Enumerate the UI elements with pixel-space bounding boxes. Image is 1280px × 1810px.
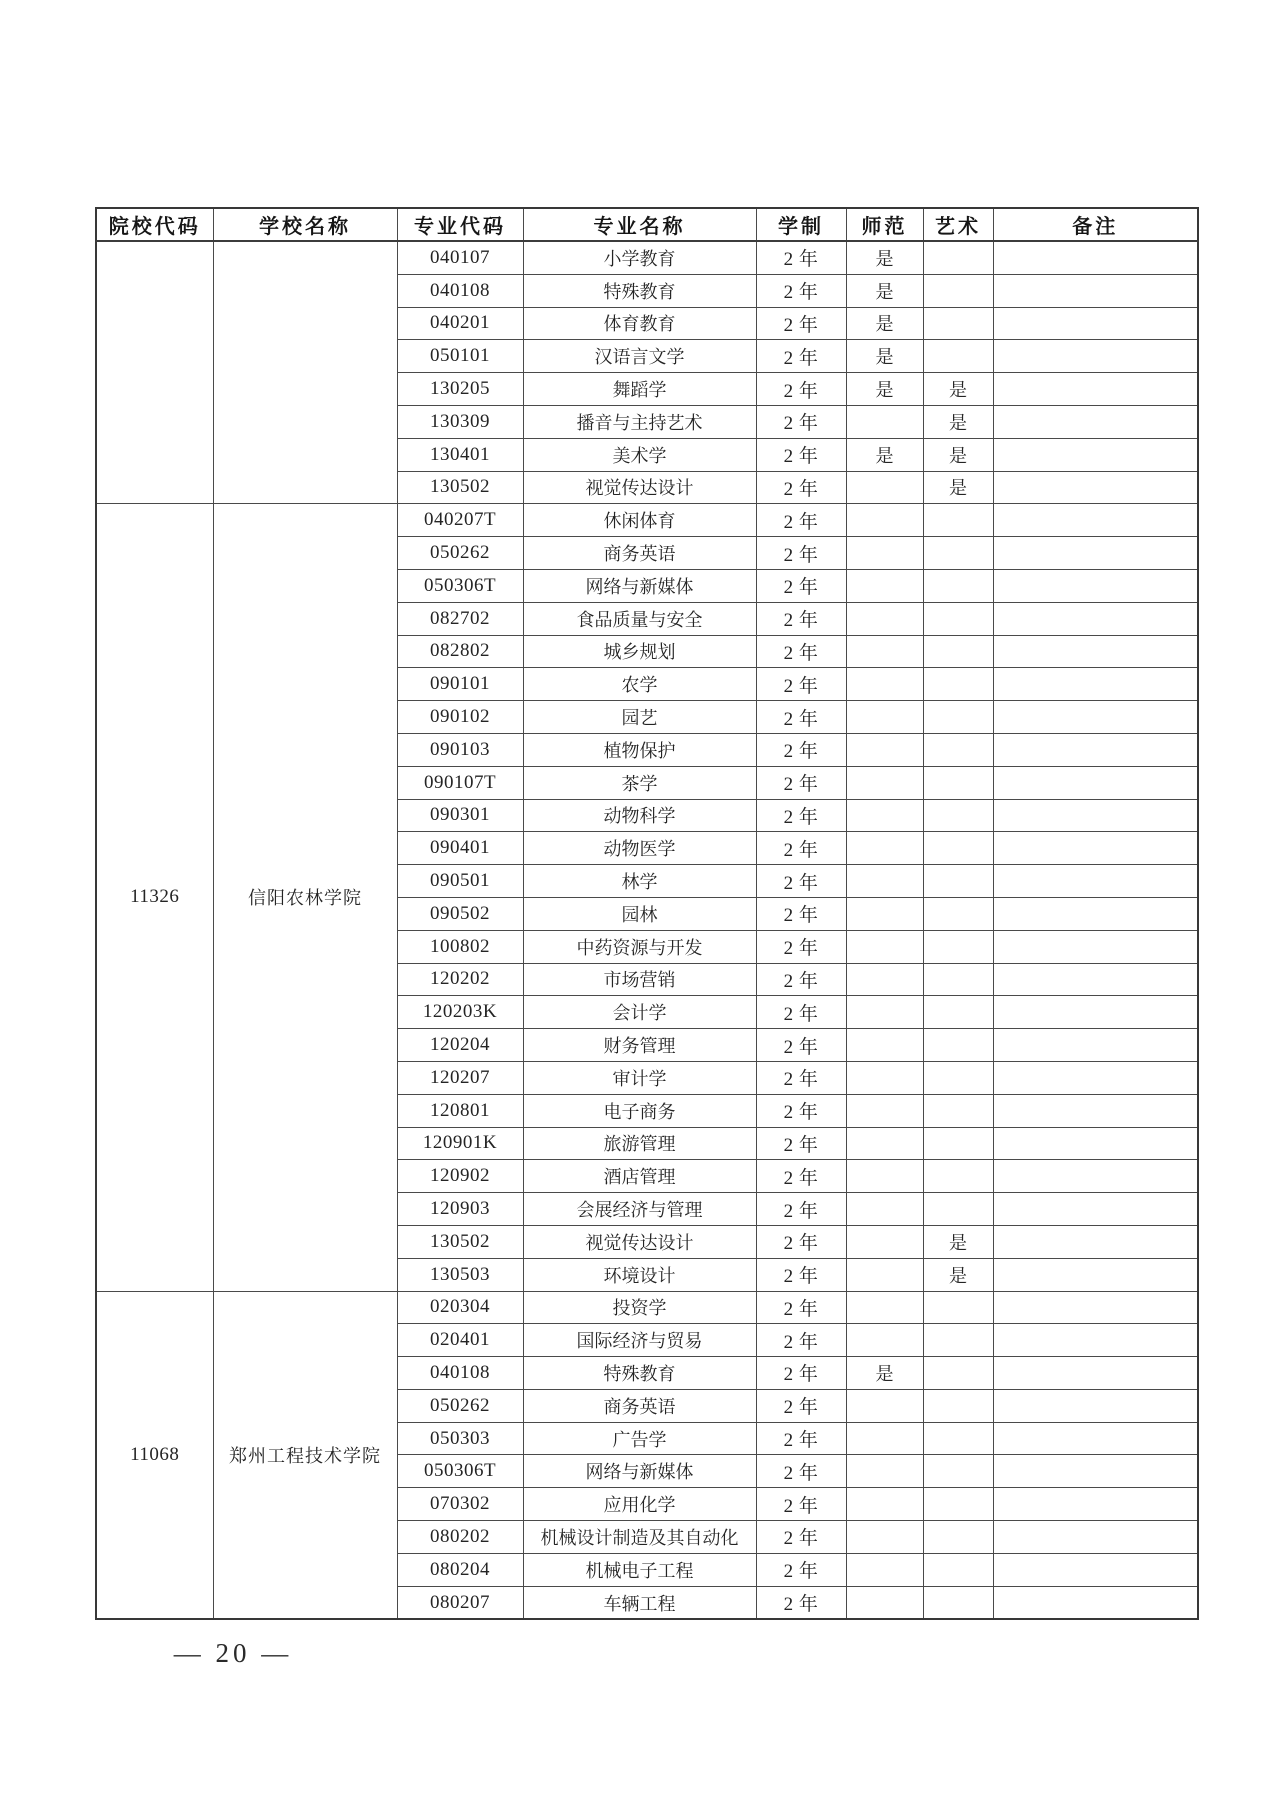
school-name-cell: 郑州工程技术学院: [213, 1291, 397, 1619]
major-code-cell: 080204: [397, 1553, 523, 1586]
duration-cell: 2 年: [756, 897, 846, 930]
art-flag-cell: [923, 1127, 993, 1160]
art-flag-cell: [923, 340, 993, 373]
major-code-cell: 130503: [397, 1258, 523, 1291]
normal-flag-cell: [846, 1521, 923, 1554]
major-name-cell: 机械电子工程: [523, 1553, 756, 1586]
normal-flag-cell: 是: [846, 241, 923, 274]
remark-cell: [993, 602, 1198, 635]
major-name-cell: 美术学: [523, 438, 756, 471]
normal-flag-cell: 是: [846, 274, 923, 307]
major-code-cell: 130205: [397, 373, 523, 406]
major-name-cell: 市场营销: [523, 963, 756, 996]
remark-cell: [993, 1586, 1198, 1619]
art-flag-cell: [923, 569, 993, 602]
normal-flag-cell: [846, 930, 923, 963]
major-code-cell: 130309: [397, 405, 523, 438]
remark-cell: [993, 668, 1198, 701]
major-name-cell: 酒店管理: [523, 1160, 756, 1193]
major-code-cell: 090502: [397, 897, 523, 930]
major-code-cell: 050262: [397, 537, 523, 570]
duration-cell: 2 年: [756, 1258, 846, 1291]
remark-cell: [993, 307, 1198, 340]
normal-flag-cell: [846, 537, 923, 570]
duration-cell: 2 年: [756, 1291, 846, 1324]
art-flag-cell: [923, 832, 993, 865]
art-flag-cell: [923, 865, 993, 898]
normal-flag-cell: [846, 701, 923, 734]
normal-flag-cell: [846, 1488, 923, 1521]
normal-flag-cell: [846, 1291, 923, 1324]
col-header-remark: 备注: [993, 208, 1198, 241]
major-name-cell: 中药资源与开发: [523, 930, 756, 963]
remark-cell: [993, 438, 1198, 471]
duration-cell: 2 年: [756, 635, 846, 668]
remark-cell: [993, 1389, 1198, 1422]
remark-cell: [993, 996, 1198, 1029]
major-code-cell: 050303: [397, 1422, 523, 1455]
major-code-cell: 082702: [397, 602, 523, 635]
normal-flag-cell: [846, 668, 923, 701]
art-flag-cell: [923, 766, 993, 799]
duration-cell: 2 年: [756, 1160, 846, 1193]
institution-code-cell: [96, 241, 213, 504]
major-name-cell: 投资学: [523, 1291, 756, 1324]
majors-table: [95, 207, 1199, 1620]
major-name-cell: 国际经济与贸易: [523, 1324, 756, 1357]
major-code-cell: 090103: [397, 733, 523, 766]
major-code-cell: 050262: [397, 1389, 523, 1422]
normal-flag-cell: 是: [846, 438, 923, 471]
major-name-cell: 视觉传达设计: [523, 1225, 756, 1258]
col-header-major-code: 专业代码: [397, 208, 523, 241]
remark-cell: [993, 1127, 1198, 1160]
art-flag-cell: [923, 274, 993, 307]
major-name-cell: 商务英语: [523, 537, 756, 570]
major-name-cell: 机械设计制造及其自动化: [523, 1521, 756, 1554]
major-code-cell: 050306T: [397, 1455, 523, 1488]
remark-cell: [993, 1488, 1198, 1521]
art-flag-cell: [923, 996, 993, 1029]
major-code-cell: 040108: [397, 274, 523, 307]
art-flag-cell: [923, 701, 993, 734]
art-flag-cell: [923, 1160, 993, 1193]
duration-cell: 2 年: [756, 307, 846, 340]
major-code-cell: 120902: [397, 1160, 523, 1193]
normal-flag-cell: [846, 897, 923, 930]
major-code-cell: 120901K: [397, 1127, 523, 1160]
normal-flag-cell: [846, 1389, 923, 1422]
normal-flag-cell: [846, 963, 923, 996]
major-name-cell: 农学: [523, 668, 756, 701]
major-code-cell: 040201: [397, 307, 523, 340]
duration-cell: 2 年: [756, 1029, 846, 1062]
major-code-cell: 100802: [397, 930, 523, 963]
remark-cell: [993, 1291, 1198, 1324]
art-flag-cell: [923, 1586, 993, 1619]
major-name-cell: 特殊教育: [523, 274, 756, 307]
major-name-cell: 旅游管理: [523, 1127, 756, 1160]
major-name-cell: 广告学: [523, 1422, 756, 1455]
normal-flag-cell: 是: [846, 373, 923, 406]
normal-flag-cell: [846, 832, 923, 865]
duration-cell: 2 年: [756, 1094, 846, 1127]
art-flag-cell: [923, 1553, 993, 1586]
remark-cell: [993, 733, 1198, 766]
duration-cell: 2 年: [756, 1586, 846, 1619]
normal-flag-cell: [846, 504, 923, 537]
normal-flag-cell: [846, 1029, 923, 1062]
major-name-cell: 电子商务: [523, 1094, 756, 1127]
duration-cell: 2 年: [756, 668, 846, 701]
normal-flag-cell: [846, 766, 923, 799]
major-code-cell: 040207T: [397, 504, 523, 537]
institution-code-cell: 11068: [96, 1291, 213, 1619]
major-code-cell: 050101: [397, 340, 523, 373]
art-flag-cell: [923, 963, 993, 996]
remark-cell: [993, 1455, 1198, 1488]
col-header-art-flag: 艺术: [923, 208, 993, 241]
duration-cell: 2 年: [756, 733, 846, 766]
duration-cell: 2 年: [756, 241, 846, 274]
remark-cell: [993, 537, 1198, 570]
duration-cell: 2 年: [756, 701, 846, 734]
major-code-cell: 040107: [397, 241, 523, 274]
normal-flag-cell: [846, 471, 923, 504]
major-name-cell: 网络与新媒体: [523, 1455, 756, 1488]
school-name-cell: 信阳农林学院: [213, 504, 397, 1291]
major-name-cell: 体育教育: [523, 307, 756, 340]
remark-cell: [993, 1324, 1198, 1357]
art-flag-cell: [923, 1193, 993, 1226]
normal-flag-cell: [846, 1455, 923, 1488]
remark-cell: [993, 1029, 1198, 1062]
col-header-major-name: 专业名称: [523, 208, 756, 241]
major-code-cell: 130401: [397, 438, 523, 471]
majors-table-body: [96, 241, 1198, 1619]
major-name-cell: 舞蹈学: [523, 373, 756, 406]
duration-cell: 2 年: [756, 996, 846, 1029]
duration-cell: 2 年: [756, 405, 846, 438]
major-name-cell: 网络与新媒体: [523, 569, 756, 602]
normal-flag-cell: [846, 569, 923, 602]
remark-cell: [993, 1553, 1198, 1586]
duration-cell: 2 年: [756, 766, 846, 799]
duration-cell: 2 年: [756, 438, 846, 471]
duration-cell: 2 年: [756, 373, 846, 406]
duration-cell: 2 年: [756, 274, 846, 307]
normal-flag-cell: [846, 996, 923, 1029]
major-name-cell: 财务管理: [523, 1029, 756, 1062]
art-flag-cell: [923, 897, 993, 930]
major-code-cell: 090401: [397, 832, 523, 865]
normal-flag-cell: [846, 1193, 923, 1226]
major-name-cell: 植物保护: [523, 733, 756, 766]
col-header-duration: 学制: [756, 208, 846, 241]
art-flag-cell: [923, 1094, 993, 1127]
remark-cell: [993, 373, 1198, 406]
major-code-cell: 120203K: [397, 996, 523, 1029]
major-name-cell: 会展经济与管理: [523, 1193, 756, 1226]
duration-cell: 2 年: [756, 1357, 846, 1390]
normal-flag-cell: [846, 865, 923, 898]
duration-cell: 2 年: [756, 1488, 846, 1521]
normal-flag-cell: [846, 799, 923, 832]
major-code-cell: 090301: [397, 799, 523, 832]
art-flag-cell: 是: [923, 1258, 993, 1291]
duration-cell: 2 年: [756, 537, 846, 570]
major-name-cell: 休闲体育: [523, 504, 756, 537]
remark-cell: [993, 963, 1198, 996]
remark-cell: [993, 701, 1198, 734]
major-name-cell: 小学教育: [523, 241, 756, 274]
major-code-cell: 120202: [397, 963, 523, 996]
art-flag-cell: [923, 602, 993, 635]
art-flag-cell: [923, 635, 993, 668]
normal-flag-cell: [846, 405, 923, 438]
remark-cell: [993, 1422, 1198, 1455]
major-name-cell: 汉语言文学: [523, 340, 756, 373]
duration-cell: 2 年: [756, 471, 846, 504]
duration-cell: 2 年: [756, 1389, 846, 1422]
major-code-cell: 090107T: [397, 766, 523, 799]
major-code-cell: 080207: [397, 1586, 523, 1619]
remark-cell: [993, 865, 1198, 898]
art-flag-cell: [923, 1422, 993, 1455]
major-name-cell: 动物科学: [523, 799, 756, 832]
duration-cell: 2 年: [756, 1061, 846, 1094]
duration-cell: 2 年: [756, 1422, 846, 1455]
remark-cell: [993, 635, 1198, 668]
major-name-cell: 环境设计: [523, 1258, 756, 1291]
remark-cell: [993, 1094, 1198, 1127]
duration-cell: 2 年: [756, 1455, 846, 1488]
major-code-cell: 090501: [397, 865, 523, 898]
major-code-cell: 130502: [397, 1225, 523, 1258]
art-flag-cell: [923, 1061, 993, 1094]
normal-flag-cell: [846, 1225, 923, 1258]
normal-flag-cell: [846, 1586, 923, 1619]
normal-flag-cell: [846, 1258, 923, 1291]
remark-cell: [993, 241, 1198, 274]
normal-flag-cell: [846, 1127, 923, 1160]
major-name-cell: 食品质量与安全: [523, 602, 756, 635]
art-flag-cell: [923, 930, 993, 963]
art-flag-cell: [923, 1029, 993, 1062]
page-number: — 20 —: [173, 1638, 293, 1668]
remark-cell: [993, 340, 1198, 373]
art-flag-cell: [923, 1455, 993, 1488]
duration-cell: 2 年: [756, 340, 846, 373]
art-flag-cell: [923, 799, 993, 832]
major-code-cell: 090101: [397, 668, 523, 701]
duration-cell: 2 年: [756, 1193, 846, 1226]
normal-flag-cell: [846, 1422, 923, 1455]
remark-cell: [993, 405, 1198, 438]
major-name-cell: 审计学: [523, 1061, 756, 1094]
duration-cell: 2 年: [756, 963, 846, 996]
duration-cell: 2 年: [756, 504, 846, 537]
duration-cell: 2 年: [756, 930, 846, 963]
art-flag-cell: [923, 1291, 993, 1324]
major-name-cell: 车辆工程: [523, 1586, 756, 1619]
major-name-cell: 林学: [523, 865, 756, 898]
duration-cell: 2 年: [756, 1225, 846, 1258]
art-flag-cell: [923, 537, 993, 570]
remark-cell: [993, 1258, 1198, 1291]
duration-cell: 2 年: [756, 1553, 846, 1586]
col-header-school-name: 学校名称: [213, 208, 397, 241]
art-flag-cell: [923, 668, 993, 701]
remark-cell: [993, 766, 1198, 799]
normal-flag-cell: [846, 1553, 923, 1586]
normal-flag-cell: 是: [846, 340, 923, 373]
remark-cell: [993, 569, 1198, 602]
normal-flag-cell: [846, 602, 923, 635]
art-flag-cell: [923, 733, 993, 766]
art-flag-cell: [923, 1389, 993, 1422]
remark-cell: [993, 1521, 1198, 1554]
major-code-cell: 080202: [397, 1521, 523, 1554]
major-code-cell: 120207: [397, 1061, 523, 1094]
table-row: [96, 1291, 1198, 1324]
remark-cell: [993, 799, 1198, 832]
art-flag-cell: 是: [923, 405, 993, 438]
duration-cell: 2 年: [756, 865, 846, 898]
header-row: [96, 208, 1198, 241]
major-code-cell: 120801: [397, 1094, 523, 1127]
art-flag-cell: 是: [923, 471, 993, 504]
normal-flag-cell: [846, 733, 923, 766]
major-code-cell: 020401: [397, 1324, 523, 1357]
remark-cell: [993, 1061, 1198, 1094]
major-name-cell: 会计学: [523, 996, 756, 1029]
remark-cell: [993, 930, 1198, 963]
major-name-cell: 特殊教育: [523, 1357, 756, 1390]
col-header-institution-code: 院校代码: [96, 208, 213, 241]
major-name-cell: 园林: [523, 897, 756, 930]
remark-cell: [993, 897, 1198, 930]
duration-cell: 2 年: [756, 569, 846, 602]
major-code-cell: 082802: [397, 635, 523, 668]
table-row: [96, 241, 1198, 274]
major-name-cell: 播音与主持艺术: [523, 405, 756, 438]
duration-cell: 2 年: [756, 1521, 846, 1554]
major-code-cell: 130502: [397, 471, 523, 504]
remark-cell: [993, 832, 1198, 865]
normal-flag-cell: 是: [846, 307, 923, 340]
art-flag-cell: [923, 241, 993, 274]
school-name-cell: [213, 241, 397, 504]
major-code-cell: 120903: [397, 1193, 523, 1226]
art-flag-cell: [923, 307, 993, 340]
major-code-cell: 070302: [397, 1488, 523, 1521]
institution-code-cell: 11326: [96, 504, 213, 1291]
art-flag-cell: 是: [923, 373, 993, 406]
normal-flag-cell: [846, 1061, 923, 1094]
duration-cell: 2 年: [756, 832, 846, 865]
normal-flag-cell: [846, 1094, 923, 1127]
major-code-cell: 050306T: [397, 569, 523, 602]
duration-cell: 2 年: [756, 1127, 846, 1160]
normal-flag-cell: [846, 1324, 923, 1357]
major-code-cell: 090102: [397, 701, 523, 734]
duration-cell: 2 年: [756, 602, 846, 635]
art-flag-cell: [923, 1488, 993, 1521]
remark-cell: [993, 471, 1198, 504]
major-code-cell: 120204: [397, 1029, 523, 1062]
major-name-cell: 园艺: [523, 701, 756, 734]
art-flag-cell: [923, 1324, 993, 1357]
normal-flag-cell: 是: [846, 1357, 923, 1390]
art-flag-cell: 是: [923, 438, 993, 471]
normal-flag-cell: [846, 635, 923, 668]
remark-cell: [993, 1160, 1198, 1193]
normal-flag-cell: [846, 1160, 923, 1193]
art-flag-cell: [923, 1357, 993, 1390]
remark-cell: [993, 1225, 1198, 1258]
remark-cell: [993, 274, 1198, 307]
duration-cell: 2 年: [756, 799, 846, 832]
major-code-cell: 040108: [397, 1357, 523, 1390]
major-name-cell: 茶学: [523, 766, 756, 799]
major-code-cell: 020304: [397, 1291, 523, 1324]
table-row: [96, 504, 1198, 537]
duration-cell: 2 年: [756, 1324, 846, 1357]
remark-cell: [993, 1357, 1198, 1390]
art-flag-cell: [923, 504, 993, 537]
major-name-cell: 商务英语: [523, 1389, 756, 1422]
major-name-cell: 城乡规划: [523, 635, 756, 668]
col-header-normal-flag: 师范: [846, 208, 923, 241]
major-name-cell: 视觉传达设计: [523, 471, 756, 504]
major-name-cell: 动物医学: [523, 832, 756, 865]
art-flag-cell: 是: [923, 1225, 993, 1258]
art-flag-cell: [923, 1521, 993, 1554]
major-name-cell: 应用化学: [523, 1488, 756, 1521]
remark-cell: [993, 504, 1198, 537]
remark-cell: [993, 1193, 1198, 1226]
